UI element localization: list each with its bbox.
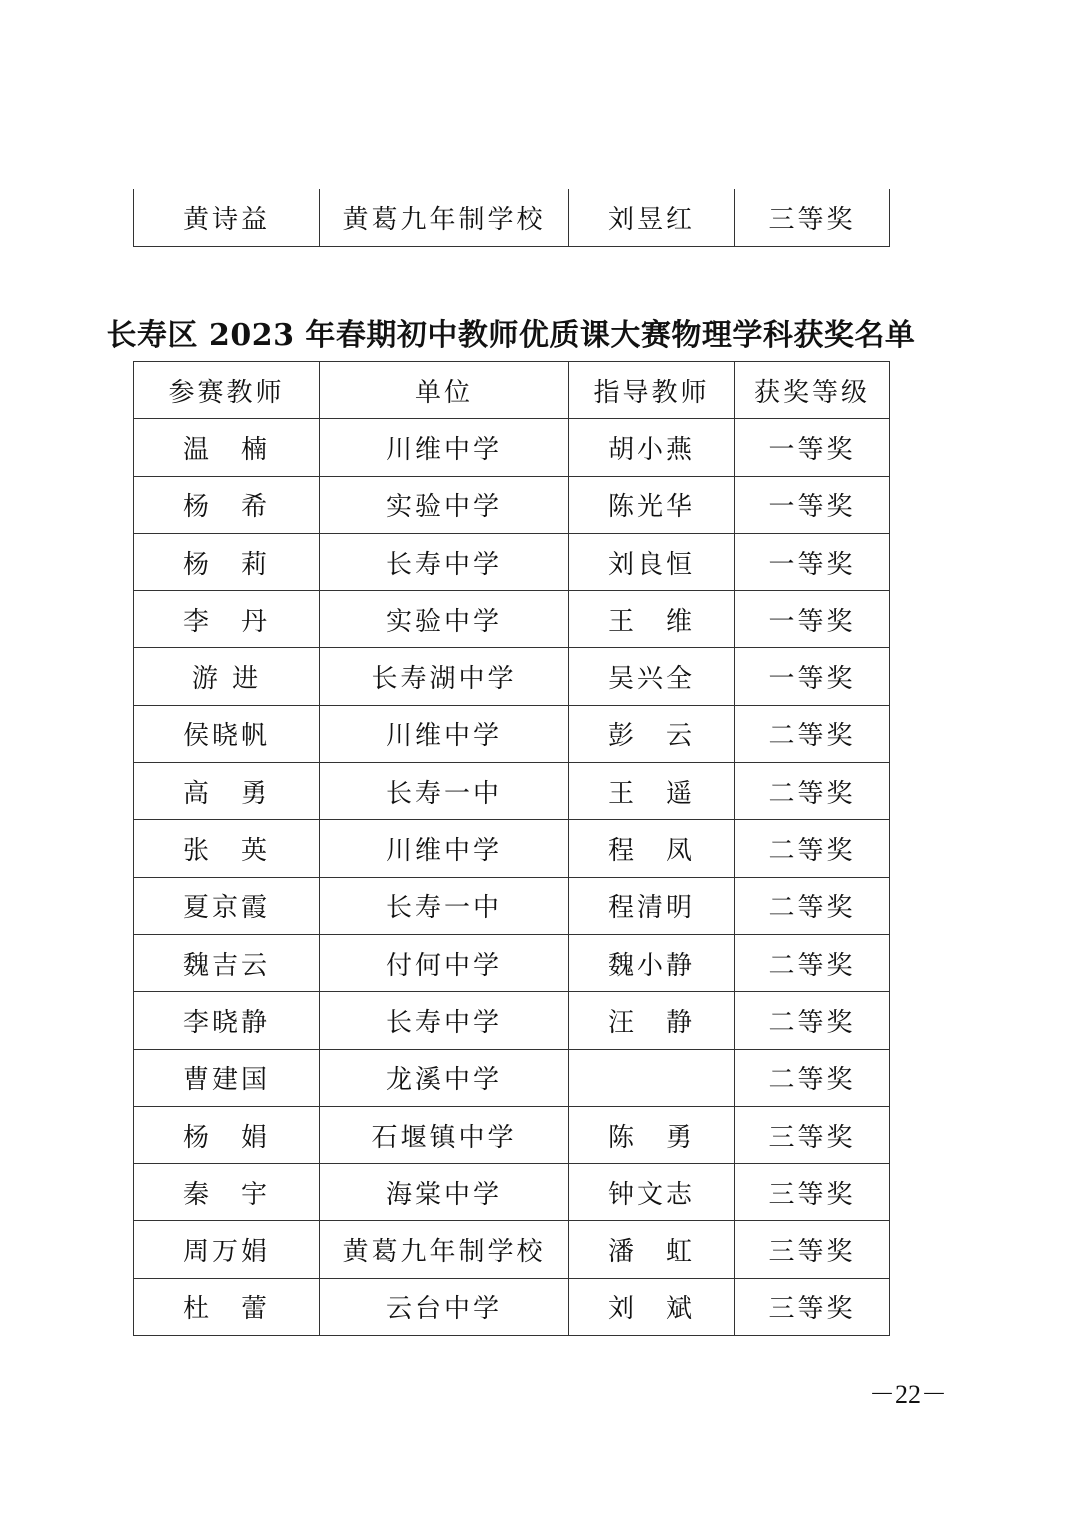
teacher-cell: 温 楠 <box>134 419 320 476</box>
teacher-cell: 杨 娟 <box>134 1106 320 1163</box>
teacher-cell: 张 英 <box>134 820 320 877</box>
advisor-cell: 刘良恒 <box>569 533 735 590</box>
advisor-cell: 刘 斌 <box>569 1278 735 1335</box>
award-cell: 二等奖 <box>735 763 890 820</box>
advisor-cell: 王 遥 <box>569 763 735 820</box>
award-cell: 一等奖 <box>735 476 890 533</box>
table-row <box>134 1278 890 1335</box>
school-cell: 云台中学 <box>320 1278 569 1335</box>
teacher-cell: 高 勇 <box>134 763 320 820</box>
table-row <box>134 591 890 648</box>
table-row <box>134 877 890 934</box>
teacher-cell: 黄诗益 <box>134 189 320 247</box>
advisor-cell <box>569 1049 735 1106</box>
header-school: 单位 <box>320 362 569 419</box>
table-row <box>134 648 890 705</box>
awards-table <box>133 361 890 1336</box>
advisor-cell: 陈光华 <box>569 476 735 533</box>
school-cell: 付何中学 <box>320 934 569 991</box>
advisor-cell: 魏小静 <box>569 934 735 991</box>
teacher-cell: 侯晓帆 <box>134 705 320 762</box>
table-row <box>134 992 890 1049</box>
teacher-cell: 李 丹 <box>134 591 320 648</box>
award-cell: 二等奖 <box>735 992 890 1049</box>
school-cell: 长寿中学 <box>320 992 569 1049</box>
teacher-cell: 李晓静 <box>134 992 320 1049</box>
advisor-cell: 刘昱红 <box>569 189 735 247</box>
award-cell: 一等奖 <box>735 533 890 590</box>
page-number: －22－ <box>868 1380 947 1409</box>
school-cell: 长寿湖中学 <box>320 648 569 705</box>
document-title: 长寿区 2023 年春期初中教师优质课大赛物理学科获奖名单 <box>106 318 916 353</box>
award-cell: 二等奖 <box>735 705 890 762</box>
school-cell: 龙溪中学 <box>320 1049 569 1106</box>
header-award: 获奖等级 <box>735 362 890 419</box>
table-row <box>134 476 890 533</box>
advisor-cell: 钟文志 <box>569 1164 735 1221</box>
advisor-cell: 王 维 <box>569 591 735 648</box>
carryover-table <box>133 189 890 247</box>
advisor-cell: 程清明 <box>569 877 735 934</box>
header-advisor: 指导教师 <box>569 362 735 419</box>
table-row <box>134 1221 890 1278</box>
teacher-cell: 杜 蕾 <box>134 1278 320 1335</box>
award-cell: 三等奖 <box>735 1106 890 1163</box>
table-row <box>134 705 890 762</box>
teacher-cell: 秦 宇 <box>134 1164 320 1221</box>
table-row <box>134 1106 890 1163</box>
header-row <box>134 362 890 419</box>
award-cell: 三等奖 <box>735 1221 890 1278</box>
school-cell: 黄葛九年制学校 <box>320 189 569 247</box>
school-cell: 实验中学 <box>320 476 569 533</box>
header-teacher: 参赛教师 <box>134 362 320 419</box>
award-cell: 三等奖 <box>735 189 890 247</box>
advisor-cell: 胡小燕 <box>569 419 735 476</box>
teacher-cell: 曹建国 <box>134 1049 320 1106</box>
table-row <box>134 419 890 476</box>
school-cell: 长寿中学 <box>320 533 569 590</box>
table-row <box>134 934 890 991</box>
advisor-cell: 汪 静 <box>569 992 735 1049</box>
advisor-cell: 陈 勇 <box>569 1106 735 1163</box>
school-cell: 海棠中学 <box>320 1164 569 1221</box>
award-cell: 二等奖 <box>735 877 890 934</box>
award-cell: 三等奖 <box>735 1164 890 1221</box>
table-row <box>134 1049 890 1106</box>
teacher-cell: 夏京霞 <box>134 877 320 934</box>
advisor-cell: 程 凤 <box>569 820 735 877</box>
table-row <box>134 1164 890 1221</box>
teacher-cell: 杨 莉 <box>134 533 320 590</box>
award-cell: 一等奖 <box>735 591 890 648</box>
table-row <box>134 820 890 877</box>
advisor-cell: 彭 云 <box>569 705 735 762</box>
table-row <box>134 533 890 590</box>
school-cell: 川维中学 <box>320 705 569 762</box>
table-row <box>134 189 890 247</box>
school-cell: 长寿一中 <box>320 763 569 820</box>
school-cell: 长寿一中 <box>320 877 569 934</box>
school-cell: 石堰镇中学 <box>320 1106 569 1163</box>
table-row <box>134 763 890 820</box>
school-cell: 实验中学 <box>320 591 569 648</box>
advisor-cell: 潘 虹 <box>569 1221 735 1278</box>
teacher-cell: 游 进 <box>134 648 320 705</box>
teacher-cell: 杨 希 <box>134 476 320 533</box>
teacher-cell: 魏吉云 <box>134 934 320 991</box>
award-cell: 二等奖 <box>735 820 890 877</box>
award-cell: 三等奖 <box>735 1278 890 1335</box>
award-cell: 一等奖 <box>735 648 890 705</box>
school-cell: 川维中学 <box>320 419 569 476</box>
school-cell: 黄葛九年制学校 <box>320 1221 569 1278</box>
school-cell: 川维中学 <box>320 820 569 877</box>
teacher-cell: 周万娟 <box>134 1221 320 1278</box>
award-cell: 二等奖 <box>735 934 890 991</box>
award-cell: 二等奖 <box>735 1049 890 1106</box>
award-cell: 一等奖 <box>735 419 890 476</box>
advisor-cell: 吴兴全 <box>569 648 735 705</box>
